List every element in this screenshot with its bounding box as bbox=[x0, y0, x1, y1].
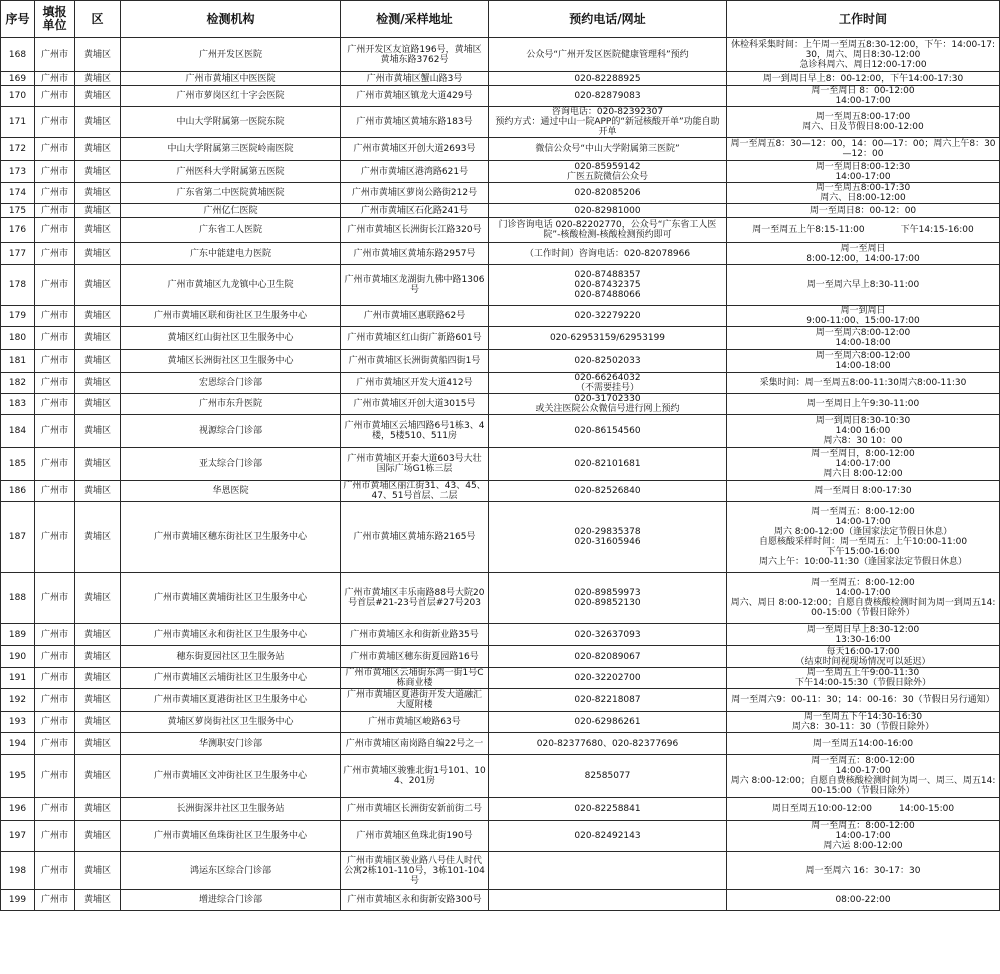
cell-district: 黄埔区 bbox=[75, 733, 121, 755]
cell-contact: 020-82879083 bbox=[489, 86, 727, 107]
cell-district: 黄埔区 bbox=[75, 689, 121, 712]
header-seq: 序号 bbox=[1, 1, 35, 38]
cell-org: 宏恩综合门诊部 bbox=[121, 373, 341, 394]
table-row bbox=[1, 72, 1000, 86]
cell-seq: 175 bbox=[1, 204, 35, 218]
cell-district: 黄埔区 bbox=[75, 394, 121, 415]
cell-seq: 191 bbox=[1, 668, 35, 689]
cell-unit: 广州市 bbox=[35, 138, 75, 161]
table-row bbox=[1, 852, 1000, 890]
cell-unit: 广州市 bbox=[35, 204, 75, 218]
cell-address: 广州市黄埔区港湾路621号 bbox=[341, 161, 489, 183]
cell-seq: 180 bbox=[1, 327, 35, 350]
cell-district: 黄埔区 bbox=[75, 624, 121, 646]
cell-org: 广州市黄埔区夏港街社区卫生服务中心 bbox=[121, 689, 341, 712]
cell-district: 黄埔区 bbox=[75, 481, 121, 502]
cell-org: 长洲街深井社区卫生服务站 bbox=[121, 798, 341, 821]
cell-hours: 周一至周日 8:00-17:30 bbox=[727, 481, 1000, 502]
cell-district: 黄埔区 bbox=[75, 306, 121, 327]
cell-unit: 广州市 bbox=[35, 573, 75, 624]
table-row bbox=[1, 183, 1000, 204]
table-row bbox=[1, 712, 1000, 733]
cell-contact: 020-32202700 bbox=[489, 668, 727, 689]
cell-unit: 广州市 bbox=[35, 624, 75, 646]
cell-unit: 广州市 bbox=[35, 161, 75, 183]
cell-address: 广州市黄埔区黄埔东路2957号 bbox=[341, 243, 489, 265]
cell-org: 广东省工人医院 bbox=[121, 218, 341, 243]
cell-address: 广州市黄埔区石化路241号 bbox=[341, 204, 489, 218]
cell-seq: 168 bbox=[1, 38, 35, 72]
cell-contact: 公众号“广州开发区医院健康管理科”预约 bbox=[489, 38, 727, 72]
cell-district: 黄埔区 bbox=[75, 890, 121, 911]
cell-seq: 173 bbox=[1, 161, 35, 183]
cell-org: 鸿运东区综合门诊部 bbox=[121, 852, 341, 890]
cell-seq: 197 bbox=[1, 821, 35, 852]
cell-unit: 广州市 bbox=[35, 481, 75, 502]
cell-org: 广州市黄埔区黄埔街社区卫生服务中心 bbox=[121, 573, 341, 624]
table-row bbox=[1, 394, 1000, 415]
cell-seq: 198 bbox=[1, 852, 35, 890]
cell-contact: 020-82377680、020-82377696 bbox=[489, 733, 727, 755]
cell-address: 广州市黄埔区丽江街31、43、45、47、51号首层、二层 bbox=[341, 481, 489, 502]
cell-org: 广州市黄埔区穗东街社区卫生服务中心 bbox=[121, 502, 341, 573]
cell-address: 广州市黄埔区云埔四路6号1栋3、4楼，5楼510、511房 bbox=[341, 415, 489, 448]
cell-contact: 020-62953159/62953199 bbox=[489, 327, 727, 350]
cell-contact: 82585077 bbox=[489, 755, 727, 798]
cell-org: 广州开发区医院 bbox=[121, 38, 341, 72]
cell-unit: 广州市 bbox=[35, 448, 75, 481]
cell-org: 华测职安门诊部 bbox=[121, 733, 341, 755]
cell-unit: 广州市 bbox=[35, 415, 75, 448]
cell-unit: 广州市 bbox=[35, 327, 75, 350]
cell-seq: 194 bbox=[1, 733, 35, 755]
cell-org: 广州市黄埔区云埔街社区卫生服务中心 bbox=[121, 668, 341, 689]
table-row bbox=[1, 573, 1000, 624]
cell-org: 广东省第二中医院黄埔医院 bbox=[121, 183, 341, 204]
cell-contact: （工作时间）咨询电话：020-82078966 bbox=[489, 243, 727, 265]
header-district: 区 bbox=[75, 1, 121, 38]
cell-contact: 020-87488357 020-87432375 020-87488066 bbox=[489, 265, 727, 306]
cell-district: 黄埔区 bbox=[75, 86, 121, 107]
cell-unit: 广州市 bbox=[35, 265, 75, 306]
table-row bbox=[1, 138, 1000, 161]
cell-org: 广州亿仁医院 bbox=[121, 204, 341, 218]
table-row bbox=[1, 755, 1000, 798]
cell-unit: 广州市 bbox=[35, 72, 75, 86]
cell-hours: 周一至周五8：30—12：00，14：00—17：00；周六上午8：30—12：00 bbox=[727, 138, 1000, 161]
cell-address: 广州市黄埔区夏港街开发大道融汇大厦附楼 bbox=[341, 689, 489, 712]
cell-hours: 周一至周五14:00-16:00 bbox=[727, 733, 1000, 755]
cell-seq: 193 bbox=[1, 712, 35, 733]
cell-hours: 每天16:00-17:00 （结束时间视现场情况可以延迟） bbox=[727, 646, 1000, 668]
cell-hours: 周一至周六8:00-12:00 14:00-18:00 bbox=[727, 327, 1000, 350]
cell-district: 黄埔区 bbox=[75, 265, 121, 306]
cell-district: 黄埔区 bbox=[75, 218, 121, 243]
cell-seq: 199 bbox=[1, 890, 35, 911]
cell-org: 华恩医院 bbox=[121, 481, 341, 502]
table-row bbox=[1, 481, 1000, 502]
table-row bbox=[1, 689, 1000, 712]
cell-hours: 周一至周五上午9:00-11:30 下午14:00-15:30（节假日除外） bbox=[727, 668, 1000, 689]
cell-hours: 周一至周日 8：00-12:00 14:00-17:00 bbox=[727, 86, 1000, 107]
cell-hours: 周一至周五：8:00-12:00 14:00-17:00 周六运 8:00-12:00 bbox=[727, 821, 1000, 852]
cell-address: 广州市黄埔区云埔街东鸿一街1号C栋商业楼 bbox=[341, 668, 489, 689]
cell-address: 广州市黄埔区镇龙大道429号 bbox=[341, 86, 489, 107]
cell-unit: 广州市 bbox=[35, 733, 75, 755]
cell-hours: 周一至周六早上8:30-11:00 bbox=[727, 265, 1000, 306]
cell-org: 广州市黄埔区九龙镇中心卫生院 bbox=[121, 265, 341, 306]
cell-unit: 广州市 bbox=[35, 373, 75, 394]
cell-hours: 周一至周日早上8:30-12:00 13:30-16:00 bbox=[727, 624, 1000, 646]
cell-org: 广州市萝岗区红十字会医院 bbox=[121, 86, 341, 107]
cell-hours: 周一至周五8:00-17:00 周六、日及节假日8:00-12:00 bbox=[727, 107, 1000, 138]
cell-contact: 门诊咨询电话 020-82202770，公众号“广东省工人医院”-核酸检测-核酸检测预约即可 bbox=[489, 218, 727, 243]
cell-contact: 020-86154560 bbox=[489, 415, 727, 448]
table-row bbox=[1, 204, 1000, 218]
cell-seq: 171 bbox=[1, 107, 35, 138]
cell-unit: 广州市 bbox=[35, 798, 75, 821]
cell-contact: 020-82101681 bbox=[489, 448, 727, 481]
cell-contact: 020-66264032 （不需要挂号） bbox=[489, 373, 727, 394]
cell-hours: 周一至周日8：00-12：00 bbox=[727, 204, 1000, 218]
cell-hours: 周一至周五：8:00-12:00 14:00-17:00 周六 8:00-12:00；自愿自费核酸检测时间为周一、周三、周五14:00-15:00（节假日除外） bbox=[727, 755, 1000, 798]
cell-address: 广州市黄埔区黄埔东路2165号 bbox=[341, 502, 489, 573]
cell-district: 黄埔区 bbox=[75, 852, 121, 890]
cell-seq: 172 bbox=[1, 138, 35, 161]
cell-district: 黄埔区 bbox=[75, 573, 121, 624]
cell-hours: 周一至周五8:00-17:30 周六、日8:00-12:00 bbox=[727, 183, 1000, 204]
cell-seq: 177 bbox=[1, 243, 35, 265]
cell-address: 广州市黄埔区骏业路八号佳人时代公寓2栋101-110号，3栋101-104号 bbox=[341, 852, 489, 890]
cell-seq: 170 bbox=[1, 86, 35, 107]
cell-org: 增进综合门诊部 bbox=[121, 890, 341, 911]
cell-address: 广州市黄埔区开创大道3015号 bbox=[341, 394, 489, 415]
cell-district: 黄埔区 bbox=[75, 107, 121, 138]
cell-district: 黄埔区 bbox=[75, 183, 121, 204]
cell-unit: 广州市 bbox=[35, 38, 75, 72]
table-row bbox=[1, 350, 1000, 373]
table-row bbox=[1, 306, 1000, 327]
cell-hours: 周一至周日 8:00-12:00，14:00-17:00 bbox=[727, 243, 1000, 265]
table-body bbox=[1, 38, 1000, 911]
cell-contact bbox=[489, 890, 727, 911]
cell-seq: 179 bbox=[1, 306, 35, 327]
cell-address: 广州市黄埔区红山街广新路601号 bbox=[341, 327, 489, 350]
cell-seq: 187 bbox=[1, 502, 35, 573]
cell-seq: 183 bbox=[1, 394, 35, 415]
cell-org: 广州市黄埔区中医医院 bbox=[121, 72, 341, 86]
cell-seq: 181 bbox=[1, 350, 35, 373]
cell-unit: 广州市 bbox=[35, 712, 75, 733]
cell-district: 黄埔区 bbox=[75, 138, 121, 161]
cell-unit: 广州市 bbox=[35, 890, 75, 911]
cell-district: 黄埔区 bbox=[75, 415, 121, 448]
cell-contact: 020-82258841 bbox=[489, 798, 727, 821]
cell-seq: 195 bbox=[1, 755, 35, 798]
cell-address: 广州市黄埔区开发大道412号 bbox=[341, 373, 489, 394]
cell-org: 视源综合门诊部 bbox=[121, 415, 341, 448]
cell-district: 黄埔区 bbox=[75, 327, 121, 350]
cell-contact: 咨询电话：020-82392307 预约方式：通过中山一院APP的“新冠核酸开单”功能自助开单 bbox=[489, 107, 727, 138]
cell-org: 广东中能建电力医院 bbox=[121, 243, 341, 265]
cell-district: 黄埔区 bbox=[75, 38, 121, 72]
cell-hours: 周一至周五上午8:15-11:00 下午14:15-16:00 bbox=[727, 218, 1000, 243]
cell-hours: 周一到周日早上8：00-12:00，下午14:00-17:30 bbox=[727, 72, 1000, 86]
table-row bbox=[1, 161, 1000, 183]
table-row bbox=[1, 890, 1000, 911]
cell-hours: 周一至周五：8:00-12:00 14:00-17:00 周六 8:00-12:00（逢国家法定节假日休息） 自愿核酸采样时间：周一至周五：上午10:00-11:00 下午15:00-16:00 周六上午：10:00-11:30（逢国家法定节假日休息） bbox=[727, 502, 1000, 573]
cell-hours: 周一至周日，8:00-12:00 14:00-17:00 周六日 8:00-12:00 bbox=[727, 448, 1000, 481]
cell-address: 广州市黄埔区峻路63号 bbox=[341, 712, 489, 733]
table-row bbox=[1, 415, 1000, 448]
table-row bbox=[1, 448, 1000, 481]
cell-seq: 174 bbox=[1, 183, 35, 204]
table-row bbox=[1, 243, 1000, 265]
cell-district: 黄埔区 bbox=[75, 668, 121, 689]
cell-address: 广州市黄埔区长洲街安新前街二号 bbox=[341, 798, 489, 821]
header-org: 检测机构 bbox=[121, 1, 341, 38]
cell-district: 黄埔区 bbox=[75, 373, 121, 394]
cell-seq: 182 bbox=[1, 373, 35, 394]
cell-contact: 020-82288925 bbox=[489, 72, 727, 86]
cell-address: 广州市黄埔区永和街新安路300号 bbox=[341, 890, 489, 911]
cell-contact: 微信公众号“中山大学附属第三医院” bbox=[489, 138, 727, 161]
header-contact: 预约电话/网址 bbox=[489, 1, 727, 38]
table-row bbox=[1, 646, 1000, 668]
table-row bbox=[1, 86, 1000, 107]
table-row bbox=[1, 265, 1000, 306]
cell-unit: 广州市 bbox=[35, 218, 75, 243]
cell-hours: 08:00-22:00 bbox=[727, 890, 1000, 911]
cell-address: 广州市黄埔区蟹山路3号 bbox=[341, 72, 489, 86]
cell-district: 黄埔区 bbox=[75, 755, 121, 798]
cell-address: 广州市黄埔区萝岗公路街212号 bbox=[341, 183, 489, 204]
cell-unit: 广州市 bbox=[35, 852, 75, 890]
table-row bbox=[1, 38, 1000, 72]
cell-district: 黄埔区 bbox=[75, 821, 121, 852]
cell-org: 广州医科大学附属第五医院 bbox=[121, 161, 341, 183]
cell-address: 广州市黄埔区开泰大道603号大壮国际广场G1栋三层 bbox=[341, 448, 489, 481]
cell-hours: 周一至周六 16：30-17：30 bbox=[727, 852, 1000, 890]
header-row bbox=[1, 1, 1000, 38]
cell-district: 黄埔区 bbox=[75, 712, 121, 733]
cell-seq: 188 bbox=[1, 573, 35, 624]
cell-address: 广州市黄埔区穗东街夏园路16号 bbox=[341, 646, 489, 668]
cell-unit: 广州市 bbox=[35, 243, 75, 265]
cell-hours: 周一至周五下午14:30-16:30 周六8：30-11：30（节假日除外） bbox=[727, 712, 1000, 733]
cell-contact: 020-82085206 bbox=[489, 183, 727, 204]
cell-contact: 020-82218087 bbox=[489, 689, 727, 712]
cell-unit: 广州市 bbox=[35, 350, 75, 373]
cell-contact: 020-32279220 bbox=[489, 306, 727, 327]
cell-contact: 020-32637093 bbox=[489, 624, 727, 646]
cell-seq: 185 bbox=[1, 448, 35, 481]
cell-seq: 192 bbox=[1, 689, 35, 712]
cell-address: 广州市黄埔区鱼珠北街190号 bbox=[341, 821, 489, 852]
cell-hours: 周一至周六9：00-11：30；14：00-16：30（节假日另行通知） bbox=[727, 689, 1000, 712]
cell-unit: 广州市 bbox=[35, 821, 75, 852]
cell-contact: 020-82526840 bbox=[489, 481, 727, 502]
cell-address: 广州市黄埔区黄埔东路183号 bbox=[341, 107, 489, 138]
cell-address: 广州市黄埔区南岗路自编22号之一 bbox=[341, 733, 489, 755]
cell-unit: 广州市 bbox=[35, 183, 75, 204]
cell-district: 黄埔区 bbox=[75, 72, 121, 86]
cell-org: 亚太综合门诊部 bbox=[121, 448, 341, 481]
cell-org: 广州市黄埔区鱼珠街社区卫生服务中心 bbox=[121, 821, 341, 852]
cell-org: 中山大学附属第三医院岭南医院 bbox=[121, 138, 341, 161]
cell-address: 广州市黄埔区丰乐南路88号大院20号首层#21-23号首层#27号203 bbox=[341, 573, 489, 624]
cell-unit: 广州市 bbox=[35, 668, 75, 689]
cell-address: 广州市黄埔区开创大道2693号 bbox=[341, 138, 489, 161]
cell-unit: 广州市 bbox=[35, 646, 75, 668]
cell-org: 广州市黄埔区联和街社区卫生服务中心 bbox=[121, 306, 341, 327]
table-row bbox=[1, 107, 1000, 138]
cell-seq: 184 bbox=[1, 415, 35, 448]
cell-org: 黄埔区红山街社区卫生服务中心 bbox=[121, 327, 341, 350]
cell-unit: 广州市 bbox=[35, 755, 75, 798]
cell-contact: 020-85959142 广医五院微信公众号 bbox=[489, 161, 727, 183]
cell-hours: 周一至周六8:00-12:00 14:00-18:00 bbox=[727, 350, 1000, 373]
cell-hours: 周一至周五：8:00-12:00 14:00-17:00 周六、周日 8:00-12:00；自愿自费核酸检测时间为周一到周五14:00-15:00（节假日除外） bbox=[727, 573, 1000, 624]
cell-seq: 196 bbox=[1, 798, 35, 821]
cell-unit: 广州市 bbox=[35, 107, 75, 138]
cell-address: 广州开发区友谊路196号，黄埔区黄埔东路3762号 bbox=[341, 38, 489, 72]
table-row bbox=[1, 218, 1000, 243]
table-row bbox=[1, 733, 1000, 755]
cell-address: 广州市黄埔区龙湖街九佛中路1306号 bbox=[341, 265, 489, 306]
cell-contact: 020-31702330 或关注医院公众微信号进行网上预约 bbox=[489, 394, 727, 415]
table-row bbox=[1, 624, 1000, 646]
header-hours: 工作时间 bbox=[727, 1, 1000, 38]
cell-address: 广州市黄埔区骏雅北街1号101、104、201房 bbox=[341, 755, 489, 798]
cell-unit: 广州市 bbox=[35, 306, 75, 327]
cell-org: 中山大学附属第一医院东院 bbox=[121, 107, 341, 138]
cell-district: 黄埔区 bbox=[75, 243, 121, 265]
cell-org: 广州市黄埔区文冲街社区卫生服务中心 bbox=[121, 755, 341, 798]
cell-contact bbox=[489, 852, 727, 890]
cell-address: 广州市黄埔区长洲街长江路320号 bbox=[341, 218, 489, 243]
cell-org: 黄埔区长洲街社区卫生服务中心 bbox=[121, 350, 341, 373]
cell-org: 黄埔区萝岗街社区卫生服务中心 bbox=[121, 712, 341, 733]
cell-contact: 020-82492143 bbox=[489, 821, 727, 852]
cell-unit: 广州市 bbox=[35, 86, 75, 107]
cell-hours: 周一至周日8:00-12:30 14:00-17:00 bbox=[727, 161, 1000, 183]
cell-seq: 169 bbox=[1, 72, 35, 86]
header-address: 检测/采样地址 bbox=[341, 1, 489, 38]
cell-seq: 186 bbox=[1, 481, 35, 502]
cell-district: 黄埔区 bbox=[75, 204, 121, 218]
table-row bbox=[1, 668, 1000, 689]
header-unit: 填报 单位 bbox=[35, 1, 75, 38]
cell-hours: 周一到周日8:30-10:30 14:00 16:00 周六8：30 10：00 bbox=[727, 415, 1000, 448]
cell-hours: 周一至周日上午9:30-11:00 bbox=[727, 394, 1000, 415]
cell-contact: 020-62986261 bbox=[489, 712, 727, 733]
cell-district: 黄埔区 bbox=[75, 646, 121, 668]
cell-org: 广州市黄埔区永和街社区卫生服务中心 bbox=[121, 624, 341, 646]
cell-hours: 周一到周日 9:00-11:00、15:00-17:00 bbox=[727, 306, 1000, 327]
cell-contact: 020-29835378 020-31605946 bbox=[489, 502, 727, 573]
cell-address: 广州市黄埔区惠联路62号 bbox=[341, 306, 489, 327]
table-row bbox=[1, 798, 1000, 821]
cell-org: 穗东街夏园社区卫生服务站 bbox=[121, 646, 341, 668]
cell-district: 黄埔区 bbox=[75, 350, 121, 373]
cell-org: 广州市东升医院 bbox=[121, 394, 341, 415]
cell-seq: 190 bbox=[1, 646, 35, 668]
table-row bbox=[1, 373, 1000, 394]
cell-address: 广州市黄埔区长洲街黄船四街1号 bbox=[341, 350, 489, 373]
cell-hours: 周日至周五10:00-12:00 14:00-15:00 bbox=[727, 798, 1000, 821]
table-row bbox=[1, 821, 1000, 852]
cell-contact: 020-82089067 bbox=[489, 646, 727, 668]
cell-seq: 189 bbox=[1, 624, 35, 646]
cell-district: 黄埔区 bbox=[75, 161, 121, 183]
cell-seq: 176 bbox=[1, 218, 35, 243]
cell-district: 黄埔区 bbox=[75, 502, 121, 573]
cell-seq: 178 bbox=[1, 265, 35, 306]
cell-address: 广州市黄埔区永和街新业路35号 bbox=[341, 624, 489, 646]
cell-district: 黄埔区 bbox=[75, 448, 121, 481]
cell-contact: 020-82502033 bbox=[489, 350, 727, 373]
cell-contact: 020-89859973 020-89852130 bbox=[489, 573, 727, 624]
table-row bbox=[1, 327, 1000, 350]
cell-hours: 休检科采集时间：上午周一至周五8:30-12:00，下午：14:00-17:30，周六、周日8:30-12:00 急诊科周六、周日12:00-17:00 bbox=[727, 38, 1000, 72]
cell-district: 黄埔区 bbox=[75, 798, 121, 821]
cell-contact: 020-82981000 bbox=[489, 204, 727, 218]
cell-unit: 广州市 bbox=[35, 689, 75, 712]
cell-unit: 广州市 bbox=[35, 394, 75, 415]
cell-unit: 广州市 bbox=[35, 502, 75, 573]
table-row bbox=[1, 502, 1000, 573]
cell-hours: 采集时间：周一至周五8:00-11:30周六8:00-11:30 bbox=[727, 373, 1000, 394]
